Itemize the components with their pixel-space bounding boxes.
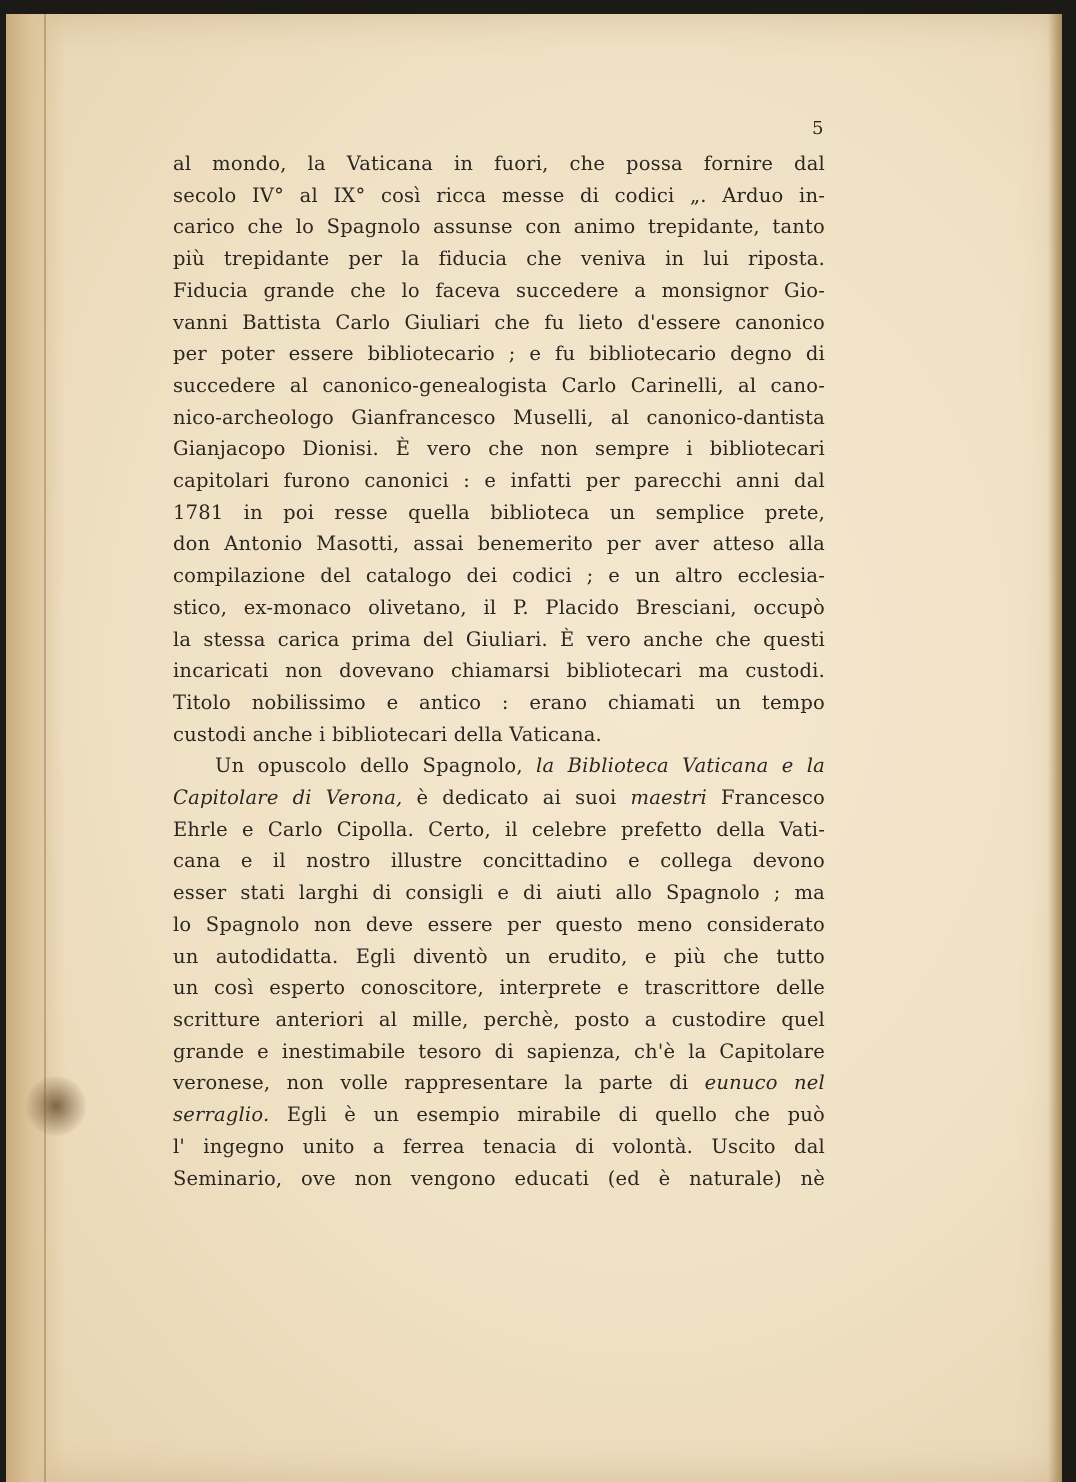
text-line: Ehrle e Carlo Cipolla. Certo, il celebre prefetto della Vati- xyxy=(173,817,825,841)
text-run: Egli è un esempio mirabile di quello che può xyxy=(269,1103,825,1127)
text-line xyxy=(173,782,825,814)
text-line: compilazione del catalogo dei codici ; e un altro ecclesia- xyxy=(173,564,825,588)
text-line xyxy=(173,750,825,782)
paragraph-1 xyxy=(173,148,825,750)
text-line: più trepidante per la fiducia che veniva in lui riposta. xyxy=(173,247,825,271)
text-run: Francesco xyxy=(706,786,825,810)
text-line: Gianjacopo Dionisi. È vero che non sempre i bibliotecari xyxy=(173,437,825,461)
text-line: nico-archeologo Gianfrancesco Muselli, al canonico-dantista xyxy=(173,405,825,429)
fold-line xyxy=(44,14,46,1482)
text-line: per poter essere bibliotecario ; e fu bibliotecario degno di xyxy=(173,342,825,366)
page-edge xyxy=(1048,14,1062,1482)
text-line: don Antonio Masotti, assai benemerito per aver atteso alla xyxy=(173,532,825,556)
page-number: 5 xyxy=(812,118,824,139)
italic-phrase: serraglio. xyxy=(173,1103,270,1127)
italic-phrase: eunuco nel xyxy=(704,1071,825,1095)
text-line xyxy=(173,1099,825,1131)
text-line: cana e il nostro illustre concittadino e collega devono xyxy=(173,849,825,873)
text-line: scritture anteriori al mille, perchè, posto a custodire quel xyxy=(173,1007,825,1031)
text-line: stico, ex-monaco olivetano, il P. Placido Bresciani, occupò xyxy=(173,595,825,619)
text-line: Seminario, ove non vengono educati (ed è naturale) nè xyxy=(173,1166,825,1190)
ink-stain xyxy=(26,1076,86,1136)
text-line: incaricati non dovevano chiamarsi bibliotecari ma custodi. xyxy=(173,659,825,683)
text-line: grande e inestimabile tesoro di sapienza, ch'è la Capitolare xyxy=(173,1039,825,1063)
text-line: esser stati larghi di consigli e di aiuti allo Spagnolo ; ma xyxy=(173,881,825,905)
text-run: è dedicato ai suoi xyxy=(402,786,631,810)
text-line: un così esperto conoscitore, interprete e trascrittore delle xyxy=(173,976,825,1000)
text-line: Titolo nobilissimo e antico : erano chiamati un tempo xyxy=(173,690,825,714)
text-line xyxy=(173,1067,825,1099)
text-run: veronese, non volle rappresentare la parte di xyxy=(173,1071,705,1095)
text-line: custodi anche i bibliotecari della Vaticana. xyxy=(173,722,602,746)
italic-title: Capitolare di Verona, xyxy=(173,786,403,810)
text-line: Fiducia grande che lo faceva succedere a monsignor Gio- xyxy=(173,278,825,302)
text-line: un autodidatta. Egli diventò un erudito, e più che tutto xyxy=(173,944,825,968)
binding-gutter xyxy=(6,14,66,1482)
paragraph-2 xyxy=(173,750,825,1194)
italic-title: la Biblioteca Vaticana e la xyxy=(536,754,825,778)
text-line: la stessa carica prima del Giuliari. È vero anche che questi xyxy=(173,627,825,651)
text-line: 1781 in poi resse quella biblioteca un semplice prete, xyxy=(173,500,825,524)
text-line: secolo IV° al IX° così ricca messe di codici „. Arduo in- xyxy=(173,183,825,207)
text-line: lo Spagnolo non deve essere per questo meno considerato xyxy=(173,912,825,936)
body-text xyxy=(173,148,825,1194)
text-line: vanni Battista Carlo Giuliari che fu lieto d'essere canonico xyxy=(173,310,825,334)
text-line: succedere al canonico-genealogista Carlo Carinelli, al cano- xyxy=(173,373,825,397)
text-line: l' ingegno unito a ferrea tenacia di volontà. Uscito dal xyxy=(173,1134,825,1158)
text-line: al mondo, la Vaticana in fuori, che possa fornire dal xyxy=(173,152,825,175)
text-line: carico che lo Spagnolo assunse con animo trepidante, tanto xyxy=(173,215,825,239)
text-line: capitolari furono canonici : e infatti per parecchi anni dal xyxy=(173,469,825,493)
italic-word: maestri xyxy=(630,786,707,810)
text-run: Un opuscolo dello Spagnolo, xyxy=(215,754,537,778)
